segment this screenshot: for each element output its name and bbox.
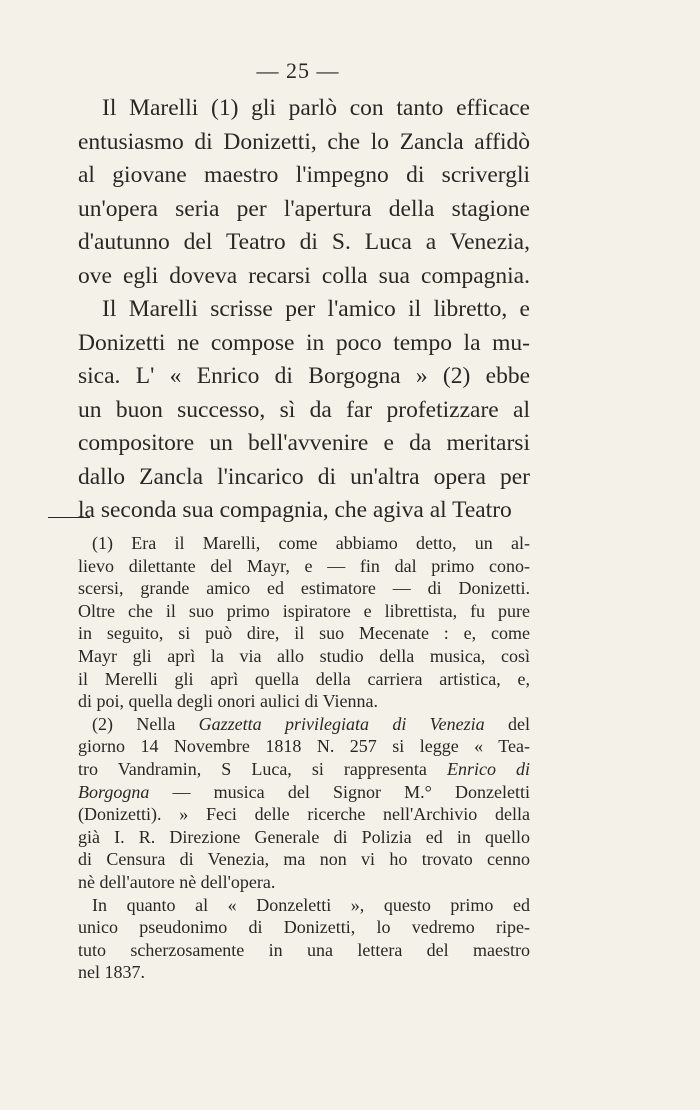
text-line: un'opera seria per l'apertura della stagione [78,195,530,222]
footnote-line [78,758,530,781]
footnote-line: lievo dilettante del Mayr, e — fin dal primo cono- [78,555,530,576]
footnote-line: già I. R. Direzione Generale di Polizia ed in quello [78,826,530,847]
italic-title: Gazzetta privilegiata di Venezia [198,713,485,734]
text-line: ove egli doveva recarsi colla sua compagnia. [78,262,530,289]
footnote-line [78,781,530,804]
footnote-line: nè dell'autore nè dell'opera. [78,871,276,892]
footnote-line: giorno 14 Novembre 1818 N. 257 si legge « Tea- [78,736,530,757]
footnote-divider [48,517,90,518]
footnote-text: (2) Nella [92,713,199,734]
main-text [78,92,530,528]
footnote-line: scersi, grande amico ed estimatore — di Donizetti. [78,578,530,599]
footnote-line: di poi, quella degli onori aulici di Vienna. [78,691,379,712]
footnote-line: In quanto al « Donzeletti », questo primo ed [92,894,530,915]
footnote-text: — musica del Signor M.° Donzeletti [149,781,530,802]
footnote-line [78,713,530,736]
footnotes [78,532,530,984]
footnote-text: tro Vandramin, S Luca, si rappresenta [78,758,447,779]
text-line: d'autunno del Teatro di S. Luca a Venezia, [78,229,530,255]
italic-title: Borgogna [78,781,150,802]
text-line: la seconda sua compagnia, che agiva al Teatro [78,497,512,523]
footnote-1 [78,532,530,713]
text-line: dallo Zancla l'incarico di un'altra opera per [78,463,530,490]
footnote-line: Oltre che il suo primo ispiratore e librettista, fu pure [78,600,530,621]
footnote-text: del [484,713,530,734]
footnote-line: unico pseudonimo di Donizetti, lo vedremo ripe- [78,917,530,938]
footnote-line: nel 1837. [78,962,145,983]
text-line: entusiasmo di Donizetti, che lo Zancla affidò [78,128,530,155]
text-line: Il Marelli scrisse per l'amico il libretto, e [102,296,530,322]
footnote-line: il Merelli gli aprì quella della carriera artistica, e, [78,668,530,689]
footnote-3 [78,894,530,984]
footnote-line: Mayr gli aprì la via allo studio della musica, così [78,645,530,666]
footnote-line: in seguito, si può dire, il suo Mecenate : e, come [78,623,530,644]
text-line: sica. L' « Enrico di Borgogna » (2) ebbe [78,363,530,389]
footnote-line: (Donizetti). » Feci delle ricerche nell'Archivio della [78,804,530,825]
text-line: Il Marelli (1) gli parlò con tanto efficace [102,95,530,121]
text-line: al giovane maestro l'impegno di scrivergli [78,162,530,188]
italic-title: Enrico di [446,758,530,779]
paragraph-2 [78,293,530,528]
text-line: un buon successo, sì da far profetizzare al [78,396,530,423]
footnote-line: (1) Era il Marelli, come abbiamo detto, un al- [92,533,530,553]
footnote-line: di Censura di Venezia, ma non vi ho trovato cenno [78,849,530,870]
text-line: compositore un bell'avvenire e da meritarsi [78,430,530,456]
paragraph-1 [78,92,530,293]
page-number: — 25 — [256,58,340,83]
footnote-2 [78,713,530,894]
footnote-line: tuto scherzosamente in una lettera del maestro [78,939,530,960]
text-line: Donizetti ne compose in poco tempo la mu- [78,329,530,356]
